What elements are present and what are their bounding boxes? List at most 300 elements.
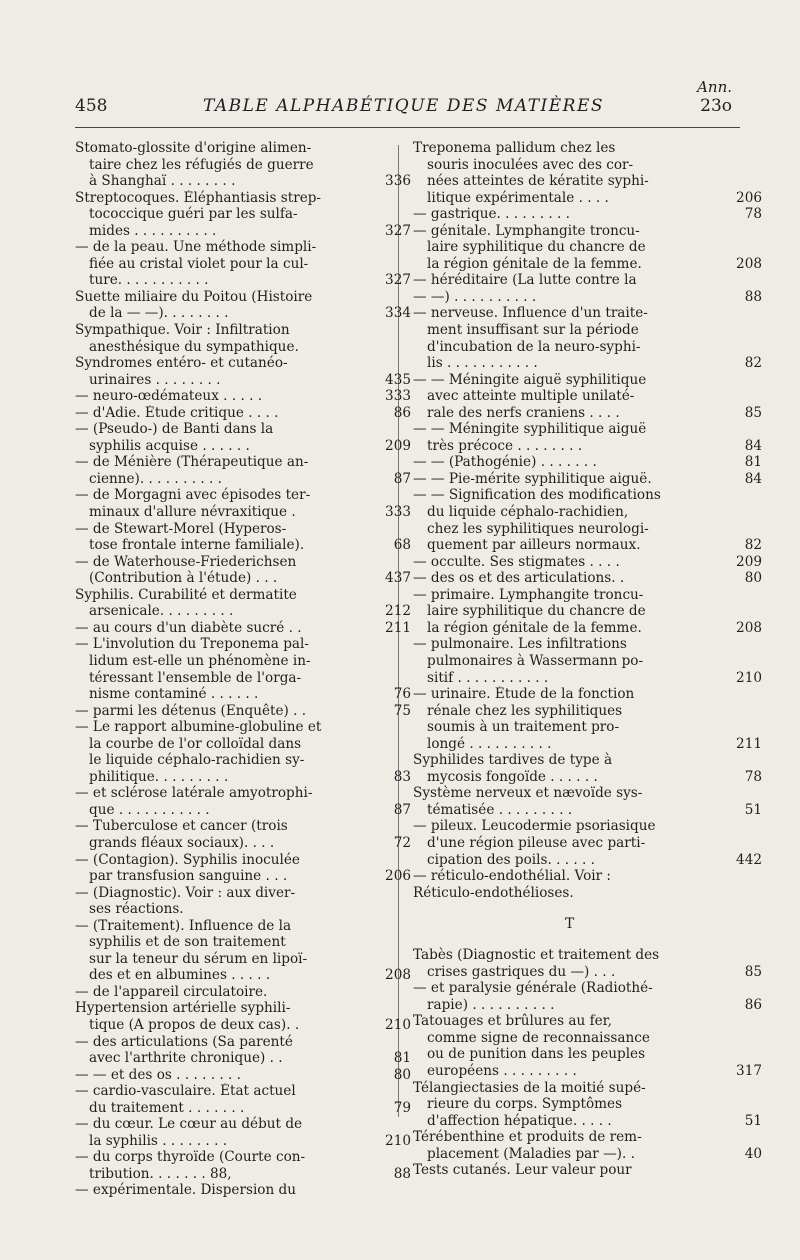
page-reference: 206 bbox=[385, 868, 411, 885]
page-reference: 84 bbox=[744, 470, 762, 487]
index-line bbox=[413, 818, 726, 835]
index-line bbox=[413, 801, 762, 819]
entry-text: urinaires . . . . . . . . bbox=[89, 371, 221, 388]
index-line bbox=[75, 752, 375, 769]
entry-text: — de Stewart-Morel (Hyperos- bbox=[75, 520, 287, 537]
index-line bbox=[413, 686, 726, 703]
index-line bbox=[75, 702, 411, 720]
entry-text: le liquide céphalo-rachidien sy- bbox=[89, 752, 305, 769]
page-reference: 79 bbox=[393, 1099, 411, 1116]
index-line bbox=[413, 239, 726, 256]
index-line bbox=[413, 1046, 726, 1063]
entry-text: — de Morgagni avec épisodes ter- bbox=[75, 487, 311, 504]
entry-text: litique expérimentale . . . . bbox=[427, 189, 609, 206]
index-line bbox=[413, 1129, 726, 1146]
page-reference: 68 bbox=[393, 537, 411, 554]
entry-text: — de Waterhouse-Friederichsen bbox=[75, 553, 297, 570]
entry-text: comme signe de reconnaissance bbox=[427, 1029, 650, 1046]
page-reference: 81 bbox=[744, 454, 762, 471]
index-line bbox=[75, 1099, 411, 1117]
index-line bbox=[75, 371, 411, 389]
page-reference: 211 bbox=[736, 735, 762, 752]
entry-text: — de l'appareil circulatoire. bbox=[75, 983, 268, 1000]
page-reference: 83 bbox=[393, 768, 411, 785]
page-reference: 51 bbox=[744, 801, 762, 818]
page-reference: 211 bbox=[385, 619, 411, 636]
page-reference: 336 bbox=[385, 173, 411, 190]
index-line bbox=[413, 963, 762, 981]
entry-text: Tabès (Diagnostic et traitement des bbox=[413, 947, 660, 964]
entry-text: — au cours d'un diabète sucré . . bbox=[75, 619, 302, 636]
entry-text: — du corps thyroïde (Courte con- bbox=[75, 1149, 306, 1166]
entry-text: syphilis et de son traitement bbox=[89, 934, 286, 951]
entry-text: pulmonaires à Wassermann po- bbox=[427, 652, 644, 669]
page-reference: 82 bbox=[744, 355, 762, 372]
entry-text: ture. . . . . . . . . . . bbox=[89, 272, 209, 289]
entry-text: souris inoculées avec des cor- bbox=[427, 156, 634, 173]
entry-text: cienne). . . . . . . . . . bbox=[89, 470, 222, 487]
entry-text: — pulmonaire. Les infiltrations bbox=[413, 636, 627, 653]
index-line bbox=[75, 388, 411, 405]
entry-text: longé . . . . . . . . . . bbox=[427, 735, 552, 752]
page-reference: 80 bbox=[744, 570, 762, 587]
entry-text: — pileux. Leucodermie psoriasique bbox=[413, 818, 656, 835]
page-reference: 212 bbox=[385, 603, 411, 620]
index-line bbox=[413, 421, 726, 438]
page-reference: 210 bbox=[736, 669, 762, 686]
index-line bbox=[413, 885, 726, 902]
entry-text: — et paralysie générale (Radiothé- bbox=[413, 980, 653, 997]
index-line bbox=[75, 322, 375, 339]
index-line bbox=[75, 504, 411, 521]
page-reference: 86 bbox=[744, 996, 762, 1013]
entry-text: — du cœur. Le cœur au début de bbox=[75, 1116, 303, 1133]
page-reference: 84 bbox=[744, 437, 762, 454]
index-line bbox=[75, 521, 375, 538]
entry-text: — (Contagion). Syphilis inoculée bbox=[75, 851, 300, 868]
index-line bbox=[413, 996, 762, 1014]
entry-text: — primaire. Lymphangite troncu- bbox=[413, 586, 644, 603]
index-line bbox=[75, 206, 375, 223]
index-line bbox=[75, 801, 411, 819]
page-reference: 87 bbox=[393, 801, 411, 818]
index-line bbox=[413, 140, 726, 157]
index-line bbox=[75, 885, 375, 902]
index-line bbox=[75, 1132, 411, 1150]
spacer bbox=[413, 901, 726, 913]
page-reference: 209 bbox=[736, 553, 762, 570]
page-reference: 208 bbox=[736, 619, 762, 636]
entry-text: laire syphilitique du chancre de bbox=[427, 603, 646, 620]
index-line bbox=[75, 686, 411, 703]
entry-text: — génitale. Lymphangite troncu- bbox=[413, 222, 640, 239]
entry-text: européens . . . . . . . . . bbox=[427, 1062, 577, 1079]
index-line bbox=[413, 322, 726, 339]
entry-text: — cardio-vasculaire. État actuel bbox=[75, 1083, 296, 1100]
index-line bbox=[75, 587, 375, 604]
entry-text: — des articulations (Sa parenté bbox=[75, 1033, 293, 1050]
entry-text: ment insuffisant sur la période bbox=[427, 322, 639, 339]
entry-text: d'une région pileuse avec parti- bbox=[427, 834, 646, 851]
entry-text: minaux d'allure névraxitique . bbox=[89, 504, 296, 521]
index-line bbox=[75, 1165, 411, 1183]
right-column bbox=[413, 140, 762, 1179]
entry-text: placement (Maladies par —). . bbox=[427, 1145, 635, 1162]
entry-text: syphilis acquise . . . . . . bbox=[89, 437, 250, 454]
index-line bbox=[75, 404, 411, 422]
index-line bbox=[413, 487, 726, 504]
page-reference: 75 bbox=[393, 702, 411, 719]
page-reference: 40 bbox=[744, 1145, 762, 1162]
index-line bbox=[75, 421, 375, 438]
index-line bbox=[413, 1013, 726, 1030]
page-reference: 206 bbox=[736, 189, 762, 206]
entry-text: rieure du corps. Symptômes bbox=[427, 1096, 623, 1113]
entry-text: Tatouages et brûlures au fer, bbox=[413, 1013, 612, 1030]
entry-text: — — Pie-mérite syphilitique aiguë. bbox=[413, 470, 652, 487]
index-line bbox=[75, 1116, 375, 1133]
entry-text: taire chez les réfugiés de guerre bbox=[89, 156, 314, 173]
index-line bbox=[413, 272, 726, 289]
entry-text: téressant l'ensemble de l'orga- bbox=[89, 669, 302, 686]
page-reference: 208 bbox=[736, 255, 762, 272]
entry-text: mycosis fongoïde . . . . . . bbox=[427, 768, 598, 785]
entry-text: Syndromes entéro- et cutanéo- bbox=[75, 355, 288, 372]
index-line bbox=[75, 1050, 411, 1067]
running-title: TABLE ALPHABÉTIQUE DES MATIÈRES bbox=[202, 96, 605, 116]
entry-text: Térébenthine et produits de rem- bbox=[413, 1129, 642, 1146]
entry-text: — — Signification des modifications bbox=[413, 487, 661, 504]
entry-text: (Contribution à l'étude) . . . bbox=[89, 570, 278, 587]
entry-text: Réticulo-endothélioses. bbox=[413, 884, 574, 901]
entry-text: la syphilis . . . . . . . . bbox=[89, 1132, 228, 1149]
index-line bbox=[413, 355, 762, 372]
entry-text: — et sclérose latérale amyotrophi- bbox=[75, 785, 313, 802]
index-line bbox=[413, 735, 762, 753]
entry-text: rénale chez les syphilitiques bbox=[427, 702, 623, 719]
entry-text: avec l'arthrite chronique) . . bbox=[89, 1050, 283, 1067]
header-rule bbox=[75, 127, 740, 128]
entry-text: — de la peau. Une méthode simpli- bbox=[75, 239, 317, 256]
index-line bbox=[413, 835, 726, 852]
entry-text: — urinaire. Étude de la fonction bbox=[413, 686, 635, 703]
spacer bbox=[413, 935, 726, 947]
page-reference: 317 bbox=[736, 1062, 762, 1079]
page-reference: 88 bbox=[744, 288, 762, 305]
index-line bbox=[75, 355, 375, 372]
entry-text: Hypertension artérielle syphili- bbox=[75, 1000, 291, 1017]
page-reference: 85 bbox=[744, 404, 762, 421]
left-column bbox=[75, 140, 411, 1199]
page-reference: 81 bbox=[393, 1050, 411, 1067]
index-line bbox=[413, 947, 726, 964]
index-line bbox=[413, 1145, 762, 1163]
index-line bbox=[75, 603, 411, 620]
index-line bbox=[75, 785, 375, 802]
entry-text: — des os et des articulations. . bbox=[413, 570, 625, 587]
entry-text: Télangiectasies de la moitié supé- bbox=[413, 1079, 646, 1096]
section-letter: T bbox=[564, 916, 575, 933]
entry-text: — — Méningite aiguë syphilitique bbox=[413, 371, 647, 388]
page-reference: 72 bbox=[393, 834, 411, 851]
entry-text: du traitement . . . . . . . bbox=[89, 1099, 245, 1116]
entry-text: philitique. . . . . . . . . bbox=[89, 768, 229, 785]
index-line bbox=[75, 818, 375, 835]
entry-text: Syphilis. Curabilité et dermatite bbox=[75, 586, 297, 603]
index-line bbox=[413, 388, 726, 405]
page-reference: 435 bbox=[385, 371, 411, 388]
index-line bbox=[75, 951, 375, 968]
index-line bbox=[75, 1034, 375, 1051]
index-line bbox=[413, 288, 762, 306]
index-line bbox=[413, 851, 762, 869]
index-line bbox=[75, 852, 375, 869]
entry-text: crises gastriques du —) . . . bbox=[427, 963, 616, 980]
entry-text: Stomato-glossite d'origine alimen- bbox=[75, 140, 312, 156]
index-line bbox=[413, 570, 762, 587]
page-reference: 78 bbox=[744, 206, 762, 223]
entry-text: lis . . . . . . . . . . . bbox=[427, 355, 538, 372]
index-line bbox=[413, 768, 762, 786]
page-reference: 86 bbox=[393, 404, 411, 421]
index-line bbox=[75, 239, 375, 256]
index-line bbox=[413, 603, 726, 620]
entry-text: chez les syphilitiques neurologi- bbox=[427, 520, 649, 537]
page-reference: 76 bbox=[393, 686, 411, 703]
index-line bbox=[75, 918, 375, 935]
index-line bbox=[413, 619, 762, 637]
entry-text: — occulte. Ses stigmates . . . . bbox=[413, 553, 620, 570]
index-line bbox=[413, 454, 762, 471]
index-line bbox=[75, 1182, 375, 1199]
page-reference: 442 bbox=[736, 851, 762, 868]
index-line bbox=[413, 437, 762, 455]
index-line bbox=[75, 1083, 375, 1100]
page-reference: 209 bbox=[385, 437, 411, 454]
index-line bbox=[413, 521, 726, 538]
index-line bbox=[75, 222, 411, 240]
page-number: 458 bbox=[75, 96, 108, 116]
entry-text: tribution. . . . . . . 88, bbox=[89, 1165, 232, 1182]
entry-text: quement par ailleurs normaux. bbox=[427, 537, 641, 554]
entry-text: rale des nerfs craniens . . . . bbox=[427, 404, 620, 421]
index-line bbox=[413, 223, 726, 240]
index-line bbox=[75, 437, 411, 455]
index-line bbox=[413, 305, 726, 322]
index-line bbox=[413, 189, 762, 207]
entry-text: — (Pseudo-) de Banti dans la bbox=[75, 421, 274, 438]
page-reference: 334 bbox=[385, 305, 411, 322]
index-line bbox=[75, 1000, 375, 1017]
index-line bbox=[413, 372, 726, 389]
page-reference: 88 bbox=[393, 1165, 411, 1182]
entry-text: lidum est-elle un phénomène in- bbox=[89, 652, 311, 669]
page-reference: 327 bbox=[385, 272, 411, 289]
entry-text: Tests cutanés. Leur valeur pour bbox=[413, 1162, 632, 1179]
index-line bbox=[413, 703, 726, 720]
entry-text: — L'involution du Treponema pal- bbox=[75, 636, 309, 653]
index-line bbox=[413, 470, 762, 488]
entry-text: ses réactions. bbox=[89, 901, 184, 918]
corner-number: 23o bbox=[700, 96, 732, 116]
index-line bbox=[413, 1030, 726, 1047]
index-line bbox=[75, 339, 375, 356]
entry-text: avec atteinte multiple unilaté- bbox=[427, 388, 635, 405]
index-line bbox=[75, 619, 411, 637]
index-line bbox=[413, 1112, 762, 1130]
entry-text: Treponema pallidum chez les bbox=[413, 140, 616, 156]
index-line bbox=[413, 404, 762, 422]
entry-text: mides . . . . . . . . . . bbox=[89, 222, 217, 239]
page-reference: 85 bbox=[744, 963, 762, 980]
entry-text: d'affection hépatique. . . . . bbox=[427, 1112, 612, 1129]
index-line bbox=[413, 669, 762, 687]
index-line bbox=[75, 256, 375, 273]
entry-text: — neuro-œdémateux . . . . . bbox=[75, 388, 263, 405]
index-line bbox=[413, 255, 762, 273]
index-line bbox=[413, 339, 726, 356]
entry-text: — héréditaire (La lutte contre la bbox=[413, 272, 637, 289]
page-reference: 333 bbox=[385, 504, 411, 521]
entry-text: tique (A propos de deux cas). . bbox=[89, 1016, 300, 1033]
index-line bbox=[413, 553, 762, 571]
index-line bbox=[75, 1149, 375, 1166]
index-line bbox=[413, 868, 726, 885]
entry-text: la courbe de l'or colloïdal dans bbox=[89, 735, 302, 752]
entry-text: — — Méningite syphilitique aiguë bbox=[413, 421, 647, 438]
index-line bbox=[75, 653, 375, 670]
page-reference: 87 bbox=[393, 470, 411, 487]
entry-text: Système nerveux et nævoïde sys- bbox=[413, 785, 643, 802]
page-reference: 78 bbox=[744, 768, 762, 785]
index-line bbox=[413, 537, 762, 554]
entry-text: laire syphilitique du chancre de bbox=[427, 239, 646, 256]
entry-text: ou de punition dans les peuples bbox=[427, 1046, 646, 1063]
entry-text: tococcique guéri par les sulfa- bbox=[89, 206, 298, 223]
index-line bbox=[413, 653, 726, 670]
index-line bbox=[413, 504, 726, 521]
entry-text: — gastrique. . . . . . . . . bbox=[413, 206, 570, 223]
entry-text: Sympathique. Voir : Infiltration bbox=[75, 322, 290, 339]
entry-text: tose frontale interne familiale). bbox=[89, 537, 305, 554]
index-line bbox=[75, 454, 375, 471]
index-line bbox=[75, 570, 411, 587]
index-line bbox=[413, 636, 726, 653]
page-reference: 80 bbox=[393, 1066, 411, 1083]
index-line bbox=[75, 967, 411, 984]
entry-text: rapie) . . . . . . . . . . bbox=[427, 996, 555, 1013]
index-line bbox=[413, 752, 726, 769]
entry-text: — — (Pathogénie) . . . . . . . bbox=[413, 454, 597, 471]
index-line bbox=[413, 173, 726, 190]
index-line bbox=[413, 1162, 726, 1179]
index-line bbox=[413, 206, 762, 223]
index-line bbox=[75, 537, 411, 554]
entry-text: — (Diagnostic). Voir : aux diver- bbox=[75, 884, 296, 901]
entry-text: d'incubation de la neuro-syphi- bbox=[427, 338, 641, 355]
entry-text: — Le rapport albumine-globuline et bbox=[75, 719, 322, 736]
entry-text: sur la teneur du sérum en lipoï- bbox=[89, 950, 308, 967]
page-reference: 327 bbox=[385, 222, 411, 239]
entry-text: — nerveuse. Influence d'un traite- bbox=[413, 305, 648, 322]
index-line bbox=[413, 587, 726, 604]
page-reference: 333 bbox=[385, 388, 411, 405]
index-line bbox=[75, 272, 411, 289]
index-line bbox=[75, 554, 375, 571]
entry-text: — expérimentale. Dispersion du bbox=[75, 1182, 297, 1199]
page-header bbox=[75, 96, 732, 120]
index-line bbox=[75, 636, 375, 653]
index-line bbox=[413, 980, 726, 997]
entry-text: tématisée . . . . . . . . . bbox=[427, 801, 573, 818]
index-line bbox=[413, 1080, 726, 1097]
index-line bbox=[75, 736, 375, 753]
index-line bbox=[413, 719, 726, 736]
page-reference: 210 bbox=[385, 1016, 411, 1033]
index-line bbox=[75, 670, 375, 687]
index-line bbox=[75, 470, 411, 488]
index-line bbox=[75, 289, 375, 306]
entry-text: anesthésique du sympathique. bbox=[89, 338, 299, 355]
index-line bbox=[75, 173, 411, 190]
entry-text: soumis à un traitement pro- bbox=[427, 719, 620, 736]
entry-text: — réticulo-endothélial. Voir : bbox=[413, 868, 611, 885]
entry-text: la région génitale de la femme. bbox=[427, 255, 642, 272]
entry-text: des et en albumines . . . . . bbox=[89, 967, 271, 984]
entry-text: fiée au cristal violet pour la cul- bbox=[89, 255, 309, 272]
page-reference: 437 bbox=[385, 570, 411, 587]
entry-text: Streptocoques. Éléphantiasis strep- bbox=[75, 189, 322, 206]
entry-text: que . . . . . . . . . . . bbox=[89, 801, 210, 818]
index-line bbox=[413, 1062, 762, 1080]
entry-text: cipation des poils. . . . . . bbox=[427, 851, 595, 868]
index-line bbox=[75, 1066, 411, 1084]
index-line bbox=[75, 901, 375, 918]
index-line bbox=[75, 157, 375, 174]
entry-text: sitif . . . . . . . . . . . bbox=[427, 669, 549, 686]
page-reference: 210 bbox=[385, 1132, 411, 1149]
entry-text: Suette miliaire du Poitou (Histoire bbox=[75, 288, 313, 305]
index-line bbox=[75, 190, 375, 207]
entry-text: nées atteintes de kératite syphi- bbox=[427, 173, 649, 190]
index-line bbox=[75, 719, 375, 736]
entry-text: grands fléaux sociaux). . . . bbox=[89, 834, 275, 851]
index-line bbox=[75, 1016, 411, 1034]
entry-text: — (Traitement). Influence de la bbox=[75, 917, 292, 934]
entry-text: nisme contaminé . . . . . . bbox=[89, 686, 259, 703]
entry-text: de la — —). . . . . . . . bbox=[89, 305, 229, 322]
index-line bbox=[75, 934, 375, 951]
index-line bbox=[75, 140, 375, 157]
index-line bbox=[75, 868, 411, 885]
page-reference: 208 bbox=[385, 967, 411, 984]
entry-text: par transfusion sanguine . . . bbox=[89, 868, 288, 885]
entry-text: — d'Adie. Étude critique . . . . bbox=[75, 404, 279, 421]
entry-text: la région génitale de la femme. bbox=[427, 619, 642, 636]
entry-text: à Shanghaï . . . . . . . . bbox=[89, 173, 236, 190]
index-line bbox=[75, 984, 375, 1001]
index-line bbox=[75, 305, 411, 322]
index-line bbox=[75, 487, 375, 504]
entry-text: — parmi les détenus (Enquête) . . bbox=[75, 702, 307, 719]
entry-text: Syphilides tardives de type à bbox=[413, 752, 613, 769]
index-line bbox=[75, 834, 411, 852]
corner-annotation: Ann. bbox=[697, 78, 732, 96]
page-reference: 51 bbox=[744, 1112, 762, 1129]
entry-text: arsenicale. . . . . . . . . bbox=[89, 603, 234, 620]
entry-text: du liquide céphalo-rachidien, bbox=[427, 504, 629, 521]
index-line bbox=[413, 157, 726, 174]
